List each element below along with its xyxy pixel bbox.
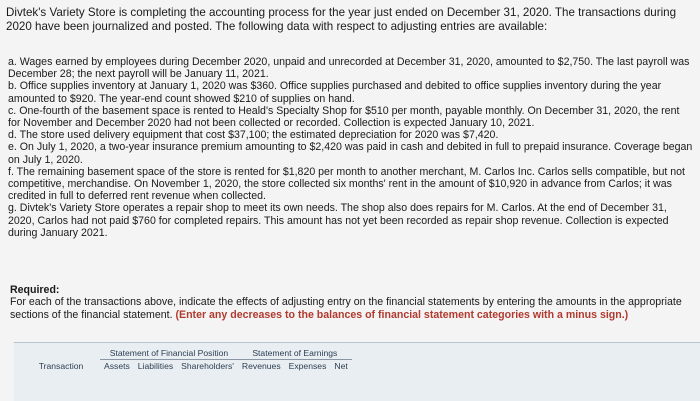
intro-paragraph: Divtek's Variety Store is completing the accounting process for the year just ended on December 31, 2020. The transactions during 2020 have been journalized and posted. The following data with respect to adjusting entries are available: [6, 6, 677, 33]
list-item [8, 105, 694, 129]
col-net: Net [334, 361, 348, 371]
item-text: On July 1, 2020, a two-year insurance premium amounting to $2,420 was paid in cash and debited in full to prepaid insurance. Coverage began on July 1, 2020. [8, 141, 693, 166]
list-item [8, 129, 694, 141]
item-text: Office supplies inventory at January 1, 2020 was $360. Office supplies purchased and debited to office supplies inventory during the year amounted to $920. The year-end count showed $210 of supplies on hand. [8, 80, 662, 105]
item-text: The remaining basement space of the store is rented for $1,820 per month to another merchant, M. Carlos Inc. Carlos sells compatible, but not competitive, merchandise. On November 1, 2020, the store collected six months' rent in the amount of $10,920 in advance from Carlos; it was credited in full to deferred rent revenue when collected. [8, 165, 685, 203]
col-revenues: Revenues [241, 361, 281, 371]
col-liabilities: Liabilities [137, 361, 174, 371]
list-item [8, 166, 694, 203]
col-expenses: Expenses [288, 361, 327, 371]
required-highlight: (Enter any decreases to the balances of financial statement categories with a minus sign.) [175, 308, 629, 321]
required-text: For each of the transactions above, indicate the effects of adjusting entry on the financial statements by entering the amounts in the appropriate sections of the financial statement. [10, 296, 682, 321]
item-label: e. [8, 141, 17, 154]
group-financial-position: Statement of Financial Position [100, 347, 238, 360]
item-label: f. [8, 165, 14, 178]
item-label: c. [8, 104, 17, 117]
item-label: d. [8, 129, 17, 142]
header-spacer [22, 347, 100, 360]
list-item [8, 202, 694, 239]
col-shareholders: Shareholders' [181, 361, 234, 371]
list-item [8, 56, 694, 80]
transactions-list [8, 56, 694, 239]
item-text: Wages earned by employees during December 2020, unpaid and unrecorded at December 31, 2020, amounted to $2,750. The last payroll was December 28; the next payroll will be January 11, 2021. [8, 56, 690, 81]
col-assets: Assets [104, 361, 130, 371]
item-label: b. [8, 80, 17, 93]
required-title: Required: [10, 284, 60, 296]
item-label: g. [8, 202, 17, 215]
group-earnings: Statement of Earnings [238, 347, 352, 360]
col-transaction: Transaction [38, 360, 84, 371]
item-text: One-fourth of the basement space is rented to Heald's Specialty Shop for $510 per month, payable monthly. On December 31, 2020, the rent for November and December 2020 had not been collected or recorded. Collection is expected January 10, 2021. [8, 104, 680, 130]
item-text: The store used delivery equipment that cost $37,100; the estimated depreciation for 2020 was $7,420. [19, 129, 499, 142]
item-text: Divtek's Variety Store operates a repair shop to meet its own needs. The shop also does repairs for M. Carlos. At the end of December 31, 2020, Carlos had not paid $760 for completed repairs. This amount has not yet been recorded as repair shop revenue. Collection is expected during January 2021. [8, 202, 669, 239]
item-label: a. [8, 56, 17, 68]
effects-table-container [14, 342, 700, 401]
list-item [8, 80, 694, 104]
required-section [10, 284, 694, 321]
list-item [8, 141, 694, 165]
effects-table [22, 347, 352, 372]
